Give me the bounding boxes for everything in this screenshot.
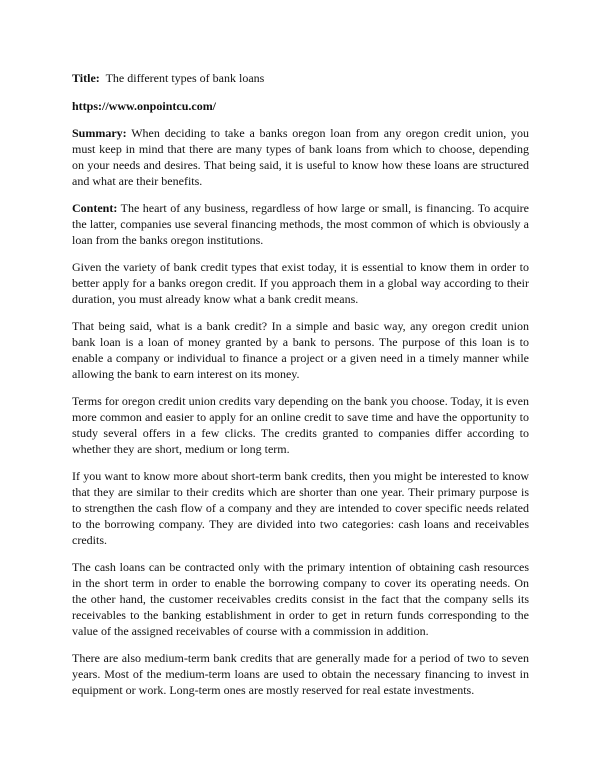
source-url: https://www.onpointcu.com/ [72,99,217,113]
content-paragraph [72,200,529,248]
body-paragraph-5: The cash loans can be contracted only with the primary intention of obtaining cash resources in the short term in order to enable the borrowing company to cover its operating needs. On the other hand, the customer receivables credits consist in the fact that the company sells its receivables to the banking establishment in order to get in return funds corresponding to the value of the assigned receivables of course with a commission in addition. [72,560,529,638]
title-text: The different types of bank loans [105,71,265,85]
summary-label: Summary: [72,126,127,140]
document-body [72,70,529,709]
body-paragraph-6: There are also medium-term bank credits that are generally made for a period of two to seven years. Most of the medium-term loans are used to obtain the necessary financing to invest in equipment or work. Long-term ones are mostly reserved for real estate investments. [72,651,529,697]
title-label: Title: [72,71,100,85]
summary-text: When deciding to take a banks oregon loan from any oregon credit union, you must keep in mind that there are many types of bank loans from which to choose, depending on your needs and desires. That being said, it is useful to know how these loans are structured and what are their benefits. [72,126,529,188]
content-label: Content: [72,201,118,215]
content-text: The heart of any business, regardless of how large or small, is financing. To acquire the latter, companies use several financing methods, the most common of which is obviously a loan from the banks oregon institutions. [72,201,529,247]
body-paragraph-3: Terms for oregon credit union credits vary depending on the bank you choose. Today, it is even more common and easier to apply for an online credit to save time and have the opportunity to study several offers in a few clicks. The credits granted to companies differ according to whether they are short, medium or long term. [72,394,529,456]
body-paragraph-2: That being said, what is a bank credit? In a simple and basic way, any oregon credit union bank loan is a loan of money granted by a bank to persons. The purpose of this loan is to enable a company or individual to finance a project or a given need in a timely manner while allowing the bank to earn interest on its money. [72,319,529,381]
summary-paragraph [72,125,529,189]
body-paragraph-1: Given the variety of bank credit types that exist today, it is essential to know them in order to better apply for a banks oregon credit. If you approach them in a global way according to their duration, you must already know what a bank credit means. [72,260,529,306]
title-line [72,70,529,86]
body-paragraph-4: If you want to know more about short-term bank credits, then you might be interested to know that they are similar to their credits which are shorter than one year. Their primary purpose is to strengthen the cash flow of a company and they are intended to cover specific needs related to the borrowing company. They are divided into two categories: cash loans and receivables credits. [72,469,529,547]
